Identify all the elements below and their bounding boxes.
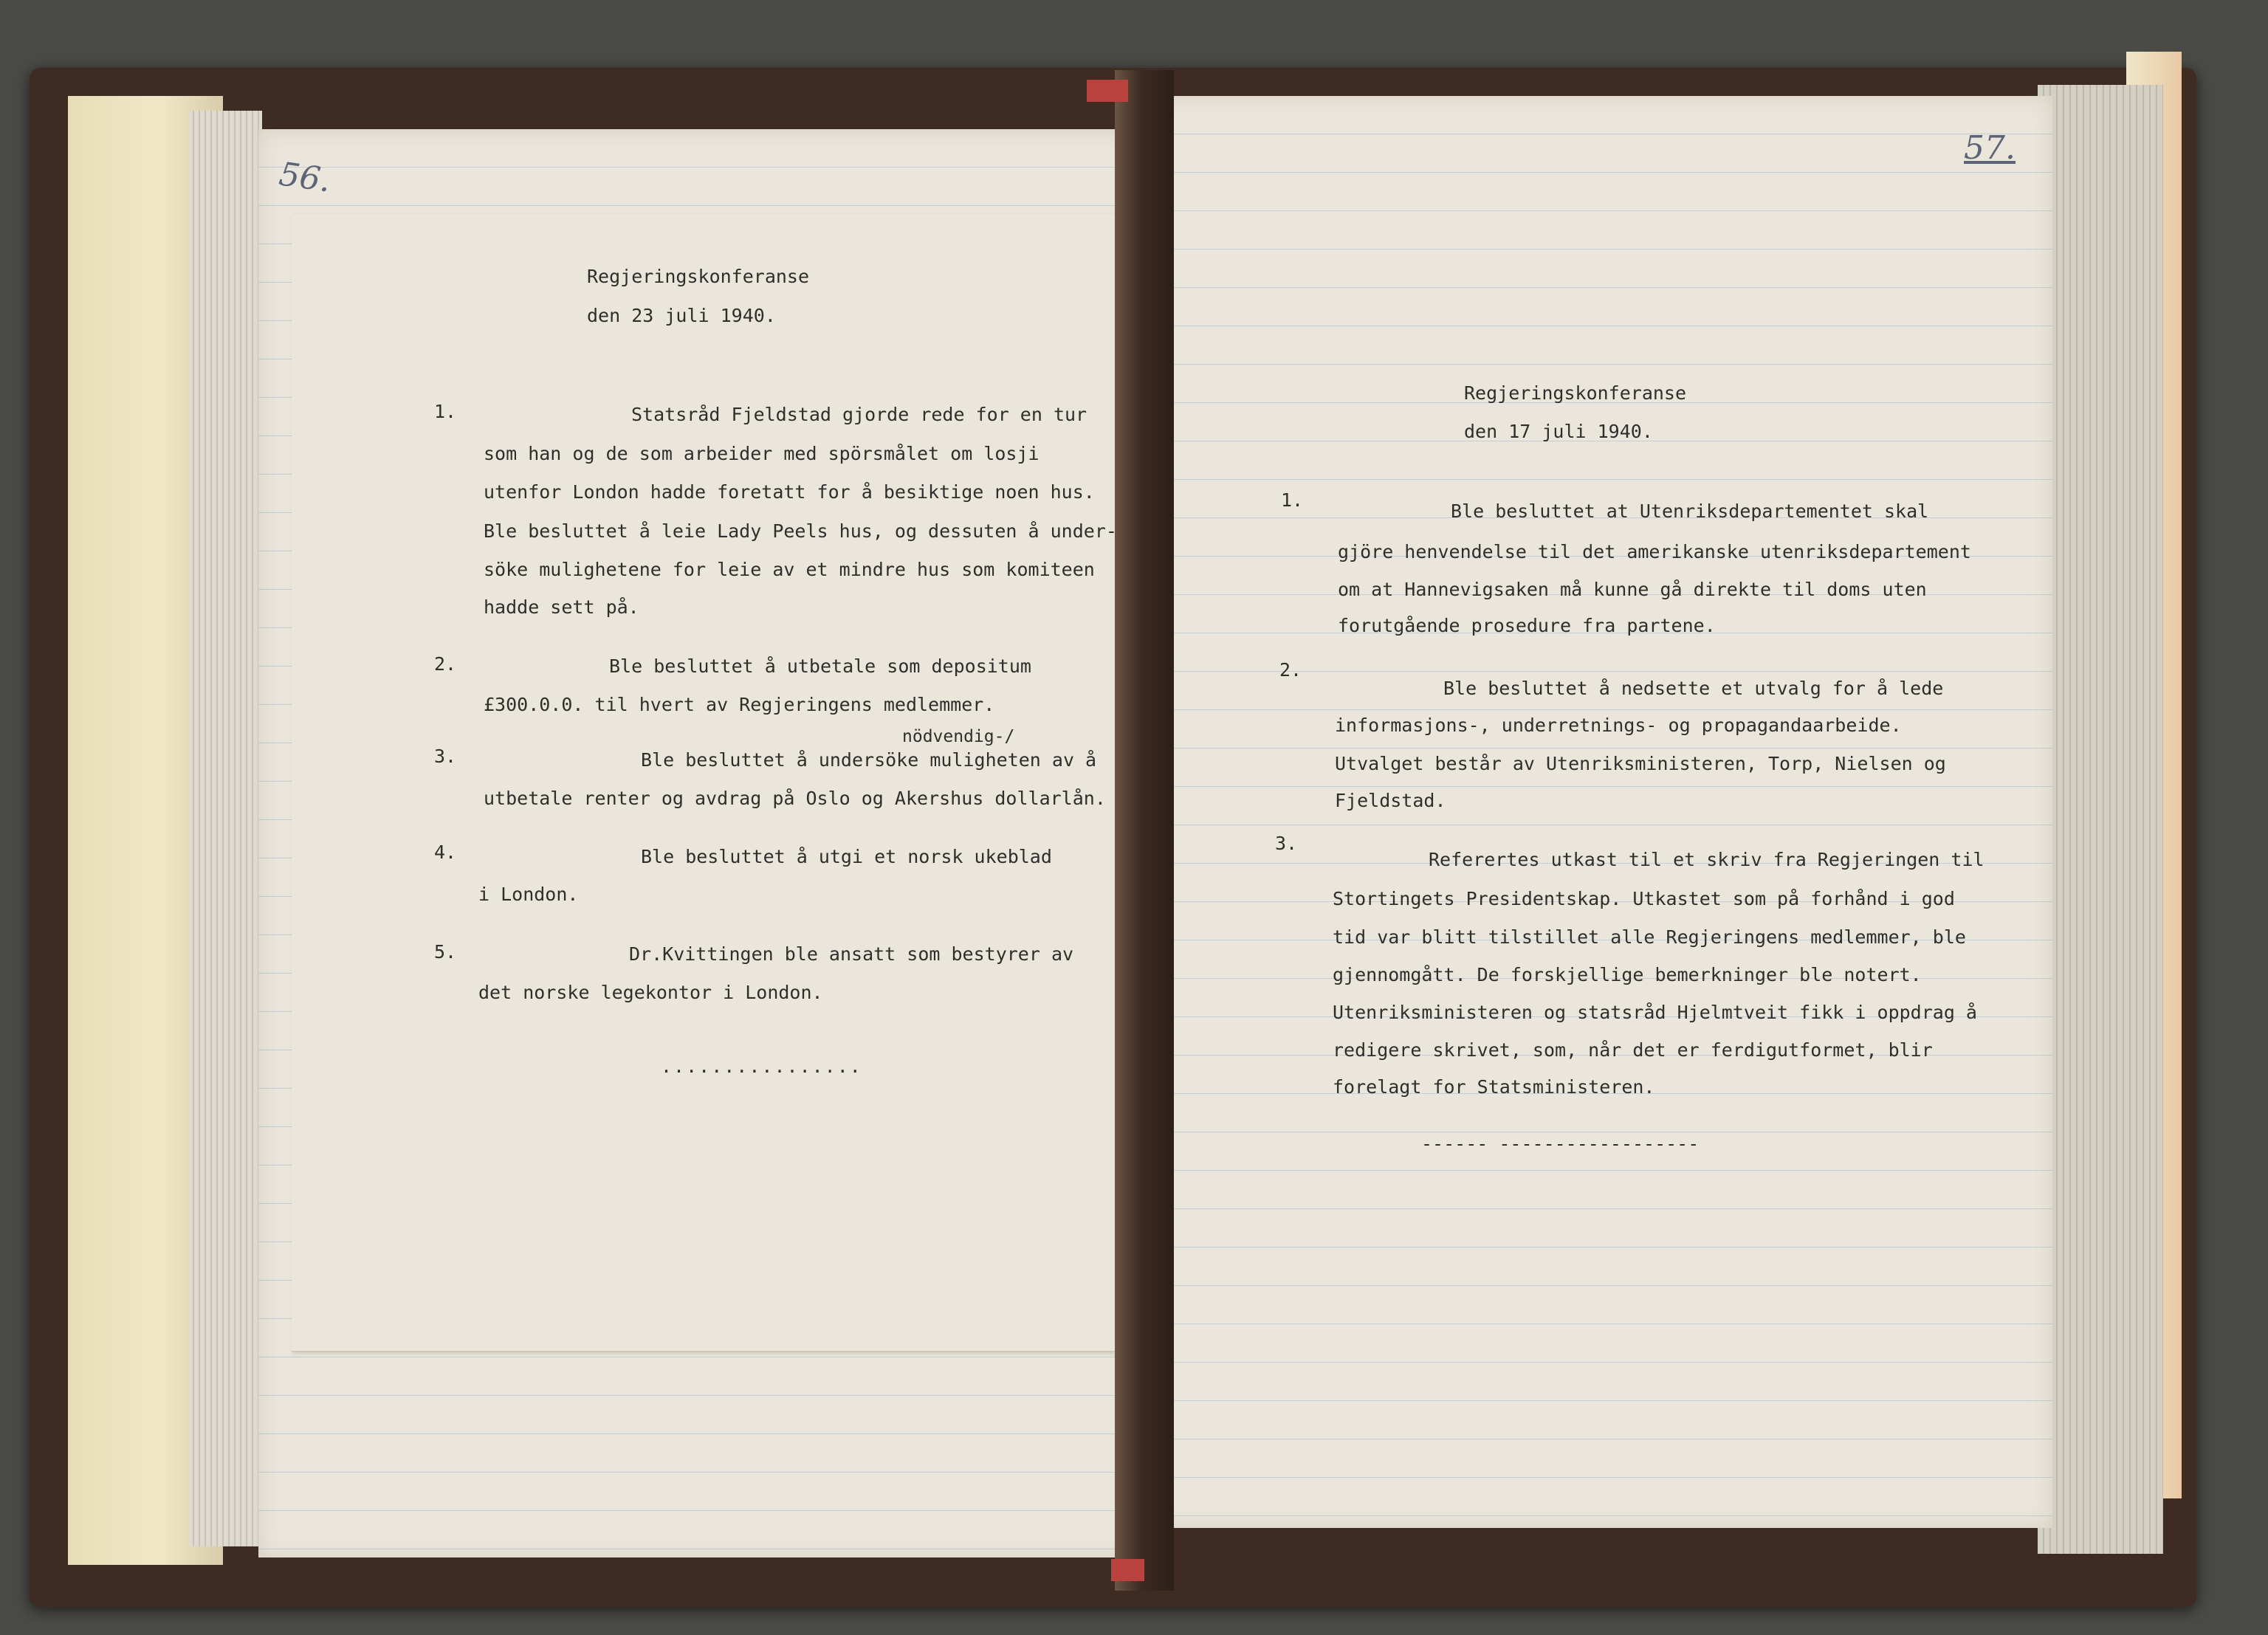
right-item-2-line: Ble besluttet å nedsette et utvalg for å lede (1443, 678, 1944, 699)
left-item-5-line: Dr.Kvittingen ble ansatt som bestyrer av (629, 943, 1074, 965)
right-item-3-line: redigere skrivet, som, når det er ferdigutformet, blir (1333, 1039, 1933, 1061)
right-item-3-line: Referertes utkast til et skriv fra Regjeringen til (1429, 849, 1984, 870)
left-title: Regjeringskonferanse (587, 266, 810, 287)
left-item-1-line: Statsråd Fjeldstad gjorde rede for en tur (631, 404, 1087, 425)
right-page (1148, 96, 2052, 1528)
right-item-3-line: tid var blitt tilstillet alle Regjeringens medlemmer, ble (1333, 926, 1966, 948)
right-item-1-line: Ble besluttet at Utenriksdepartementet skal (1451, 500, 1929, 522)
right-date: den 17 juli 1940. (1464, 421, 1653, 442)
right-item-3-number: 3. (1275, 833, 1298, 854)
right-page-stack (2038, 85, 2163, 1554)
inserted-typed-sheet (292, 214, 1150, 1352)
left-item-1-line: söke mulighetene for leie av et mindre hus som komiteen (484, 559, 1095, 580)
right-item-3-line: Stortingets Presidentskap. Utkastet som på forhånd i god (1333, 888, 1955, 909)
page-number-right: 57. (1964, 129, 2016, 167)
spine-ribbon-top (1087, 80, 1128, 102)
right-item-3-line: Utenriksministeren og statsråd Hjelmtveit fikk i oppdrag å (1333, 1002, 1977, 1023)
left-item-1-number: 1. (434, 401, 457, 422)
right-item-2-line: Utvalget består av Utenriksministeren, Torp, Nielsen og (1335, 753, 1946, 774)
right-item-2-line: Fjeldstad. (1335, 790, 1446, 811)
page-number-left: 56. (276, 155, 334, 200)
left-item-3-number: 3. (434, 746, 457, 767)
left-page-stack (188, 111, 262, 1546)
left-item-4-number: 4. (434, 841, 457, 863)
left-date: den 23 juli 1940. (587, 305, 776, 326)
left-item-5-line: det norske legekontor i London. (478, 982, 823, 1003)
left-closing-rule: ................ (661, 1056, 862, 1077)
right-item-1-number: 1. (1281, 489, 1304, 511)
right-item-1-line: forutgående prosedure fra partene. (1338, 615, 1716, 636)
right-item-2-number: 2. (1279, 659, 1302, 681)
left-item-3-insertion: nödvendig-/ (902, 727, 1015, 746)
right-item-3-line: forelagt for Statsministeren. (1333, 1076, 1655, 1098)
right-closing-rule: ------ ------------------ (1421, 1133, 1700, 1154)
right-item-1-line: gjöre henvendelse til det amerikanske utenriksdepartement (1338, 541, 1971, 562)
left-item-2-number: 2. (434, 653, 457, 675)
left-item-1-line: som han og de som arbeider med spörsmålet om losji (484, 443, 1040, 464)
left-item-5-number: 5. (434, 941, 457, 963)
right-title: Regjeringskonferanse (1464, 382, 1687, 404)
left-item-2-line: Ble besluttet å utbetale som depositum (609, 655, 1031, 677)
left-item-4-line: Ble besluttet å utgi et norsk ukeblad (641, 846, 1052, 867)
book-spine (1115, 70, 1174, 1591)
right-item-2-line: informasjons-, underretnings- og propagandaarbeide. (1335, 715, 1902, 736)
left-item-2-line: £300.0.0. til hvert av Regjeringens medlemmer. (484, 694, 995, 715)
left-item-1-line: Ble besluttet å leie Lady Peels hus, og dessuten å under- (484, 520, 1117, 542)
right-item-1-line: om at Hannevigsaken må kunne gå direkte til doms uten (1338, 579, 1927, 600)
left-item-1-line: utenfor London hadde foretatt for å besiktige noen hus. (484, 481, 1095, 503)
left-item-3-line: Ble besluttet å undersöke muligheten av å (641, 749, 1097, 771)
spine-ribbon-bottom (1111, 1559, 1144, 1581)
left-item-4-line: i London. (478, 884, 579, 905)
right-item-3-line: gjennomgått. De forskjellige bemerkninger ble notert. (1333, 964, 1922, 985)
left-item-3-line: utbetale renter og avdrag på Oslo og Akershus dollarlån. (484, 788, 1106, 809)
left-item-1-line: hadde sett på. (484, 596, 639, 618)
